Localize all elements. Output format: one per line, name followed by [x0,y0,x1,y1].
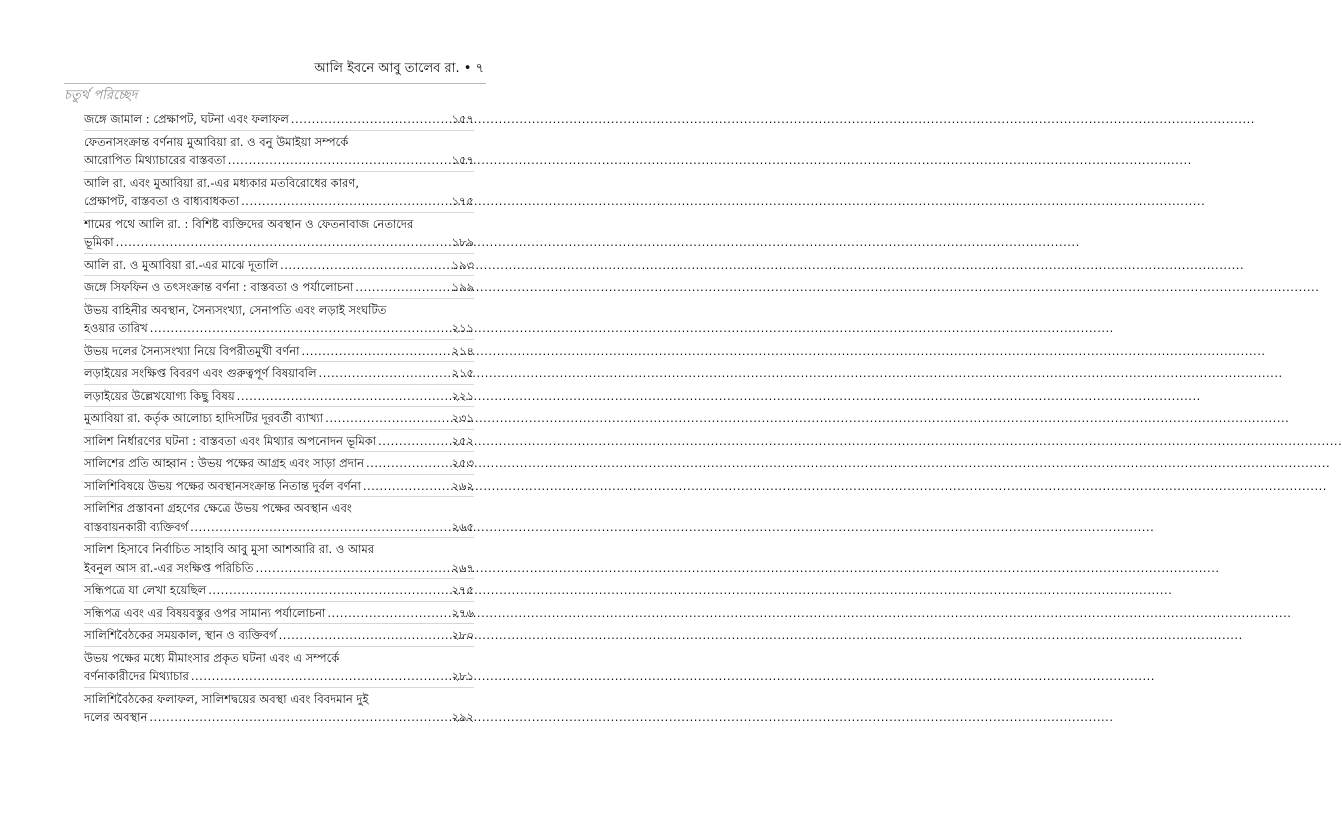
dot-leader [191,667,450,686]
toc-entry-line [84,604,474,623]
toc-page-number: ২৩১ [451,411,474,425]
toc-page-number: ১৮৯ [451,235,474,249]
toc-entry-title: উভয় বাহিনীর অবস্থান, সৈন্যসংখ্যা, সেনাপতি এবং লড়াই সংঘটিত [84,302,387,317]
dot-leader [325,409,449,428]
toc-entry-title: আলি রা. ও মুআবিয়া রা.-এর মাঝে দূতালি [84,257,279,272]
toc-entry-line [84,409,474,428]
toc-entry [84,299,474,340]
toc-entry [84,276,474,299]
toc-page-number: ২৭৬ [451,605,474,620]
dot-leader [208,581,449,600]
toc-entry-title: জঙ্গে জামাল : প্রেক্ষাপট, ঘটনা এবং ফলাফল [84,112,289,126]
toc-entry-line [84,477,474,496]
dot-leader [363,477,450,496]
toc-entry-line [84,387,474,406]
toc-entry-title: সালিশিবিষয়ে উভয় পক্ষের অবস্থানসংক্রান্ত নিতান্ত দুর্বল বর্ণনা [84,478,361,493]
toc-entry [84,340,474,363]
toc-entry-title: বর্ণনাকারীদের মিথ্যাচার [84,669,189,683]
toc-entry [84,602,474,625]
toc-entry [84,362,474,385]
toc-entry-line [84,192,474,211]
toc-entry-title: হওয়ার তারিখ [84,321,148,335]
toc-entry-title: সালিশ হিসাবে নির্বাচিত সাহাবি আবু মুসা আশআরি রা. ও আমর [84,542,375,556]
header-rule [64,83,486,84]
toc-entry [84,579,474,602]
toc-page-number: ২৫২ [451,433,474,448]
toc-page-number: ২১১ [451,321,474,335]
toc-page-number: ২৮০ [451,628,474,642]
toc-entry-line [84,151,474,170]
dot-leader [355,278,449,297]
toc-page-number: ২২১ [451,388,474,403]
toc-entry-title: ইবনুল আস রা.-এর সংক্ষিপ্ত পরিচিতি [84,560,254,575]
toc-entry-line [84,174,474,193]
toc-entry-line [84,256,474,275]
toc-entry-line [84,581,474,600]
toc-entry-title: সন্ধিপত্র এবং এর বিষয়বস্তুর ওপর সামান্য পর্যালোচনা [84,605,326,620]
toc-page-number: ২৭৫ [451,583,474,597]
toc-page-number: ১৫৭ [451,112,474,126]
dot-leader [228,151,450,170]
toc-entry [84,108,474,131]
toc-entry-title: সন্ধিপত্রে যা লেখা হয়েছিল [84,583,207,597]
toc-entry-line [84,432,474,451]
toc-entry-line [84,649,474,668]
toc-entry-line [84,499,474,518]
dot-leader [255,559,449,578]
toc-entry-title: শামের পথে আলি রা. : বিশিষ্ট ব্যক্তিদের অবস্থান ও ফেতনাবাজ নেতাদের [84,216,414,231]
toc-entry-title: বাস্তবায়নকারী ব্যক্তিবর্গ [84,519,189,534]
toc-page-number: ১৯৩ [451,257,474,272]
dot-leader [190,518,449,537]
toc-page-number: ১৭৫ [451,194,474,208]
toc-entry-title: সালিশের প্রতি আহ্বান : উভয় পক্ষের আগ্রহ এবং সাড়া প্রদান [84,456,365,470]
toc-entry [84,430,474,453]
toc-entry-title: সালিশ নির্ধারণের ঘটনা : বাস্তবতা এবং মিথ্যার অপনোদন ভূমিকা [84,433,377,448]
dot-leader [301,342,449,361]
toc-entry-line [84,133,474,152]
toc-entry-line [84,110,474,129]
toc-entry-line [84,518,474,537]
dot-leader [150,319,450,338]
toc-entry [84,213,474,254]
toc-entry-title: মুআবিয়া রা. কর্তৃক আলোচ্য হাদিসটির দূরবর্তী ব্যাখ্যা [84,411,324,425]
toc-entry-title: আরোপিত মিথ্যাচারের বাস্তবতা [84,153,226,167]
running-header: আলি ইবনে আবু তালেব রা. • ৭ [314,61,484,76]
dot-leader [327,604,449,623]
toc-page-number: ২৯২ [451,710,474,724]
toc-entry-title: সালিশিবৈঠকের সময়কাল, স্থান ও ব্যক্তিবর্গ [84,628,277,642]
toc-entry-title: দলের অবস্থান [84,710,148,724]
toc-entry-title: ফেতনাসংক্রান্ত বর্ণনায় মুআবিয়া রা. ও বনু উমাইয়া সম্পর্কে [84,134,349,149]
toc-entry-title: প্রেক্ষাপট, বাস্তবতা ও বাধ্যবাধকতা [84,194,240,208]
toc-entry-line [84,626,474,645]
toc-page-number: ২১৫ [451,366,474,380]
toc-entry [84,385,474,408]
toc-entry-line [84,559,474,578]
dot-leader [279,626,450,645]
dot-leader [149,708,449,727]
toc-page-number: ২১৪ [451,343,474,358]
toc-entry-line [84,690,474,709]
toc-entry [84,647,474,688]
toc-entry-title: আলি রা. এবং মুআবিয়া রা.-এর মধ্যকার মতবিরোধের কারণ, [84,175,359,190]
toc-entry-line [84,342,474,361]
toc-entry-title: লড়াইয়ের উল্লেখযোগ্য কিছু বিষয় [84,388,235,403]
toc-entry-title: উভয় পক্ষের মধ্যে মীমাংসার প্রকৃত ঘটনা এবং এ সম্পর্কে [84,650,340,665]
toc-entry-line [84,364,474,383]
toc-entry-line [84,708,474,727]
chapter-heading: চতুর্থ পরিচ্ছেদ [64,88,138,103]
toc-page-number: ১৯৯ [451,280,474,294]
dot-leader [378,432,449,451]
toc-page-number: ১৫৭ [451,153,474,167]
table-of-contents [84,108,474,728]
toc-page-number: ২৫৩ [451,456,474,470]
toc-entry [84,407,474,430]
toc-entry [84,538,474,579]
dot-leader [366,454,450,473]
dot-leader [280,256,450,275]
toc-entry [84,254,474,277]
toc-entry-line [84,667,474,686]
toc-entry-line [84,301,474,320]
toc-entry [84,452,474,475]
toc-entry-line [84,215,474,234]
dot-leader [241,192,449,211]
toc-entry-title: উভয় দলের সৈন্যসংখ্যা নিয়ে বিপরীতমুখী বর্ণনা [84,343,300,358]
toc-entry-title: ভূমিকা [84,235,114,249]
toc-entry-line [84,233,474,252]
toc-entry-line [84,319,474,338]
dot-leader [116,233,450,252]
toc-page-number: ২৬২ [451,478,474,493]
toc-entry-line [84,540,474,559]
toc-entry [84,131,474,172]
toc-entry-title: সালিশির প্রস্তাবনা গ্রহণের ক্ষেত্রে উভয় পক্ষের অবস্থান এবং [84,501,352,515]
toc-entry-line [84,278,474,297]
dot-leader [291,110,450,129]
toc-entry [84,475,474,498]
toc-entry [84,497,474,538]
toc-page-number: ২৬৫ [451,519,474,534]
dot-leader [319,364,450,383]
dot-leader [237,387,450,406]
toc-entry-title: সালিশিবৈঠকের ফলাফল, সালিশদ্বয়ের অবস্থা এবং বিবদমান দুই [84,691,369,706]
toc-entry-title: জঙ্গে সিফফিন ও তৎসংক্রান্ত বর্ণনা : বাস্তবতা ও পর্যালোচনা [84,280,354,294]
toc-entry [84,624,474,647]
toc-page-number: ২৮১ [451,669,474,683]
toc-page-number: ২৬৭ [451,560,474,575]
toc-entry-line [84,454,474,473]
toc-entry [84,172,474,213]
toc-entry [84,688,474,728]
toc-entry-title: লড়াইয়ের সংক্ষিপ্ত বিবরণ এবং গুরুত্বপূর্ণ বিষয়াবলি [84,366,317,380]
